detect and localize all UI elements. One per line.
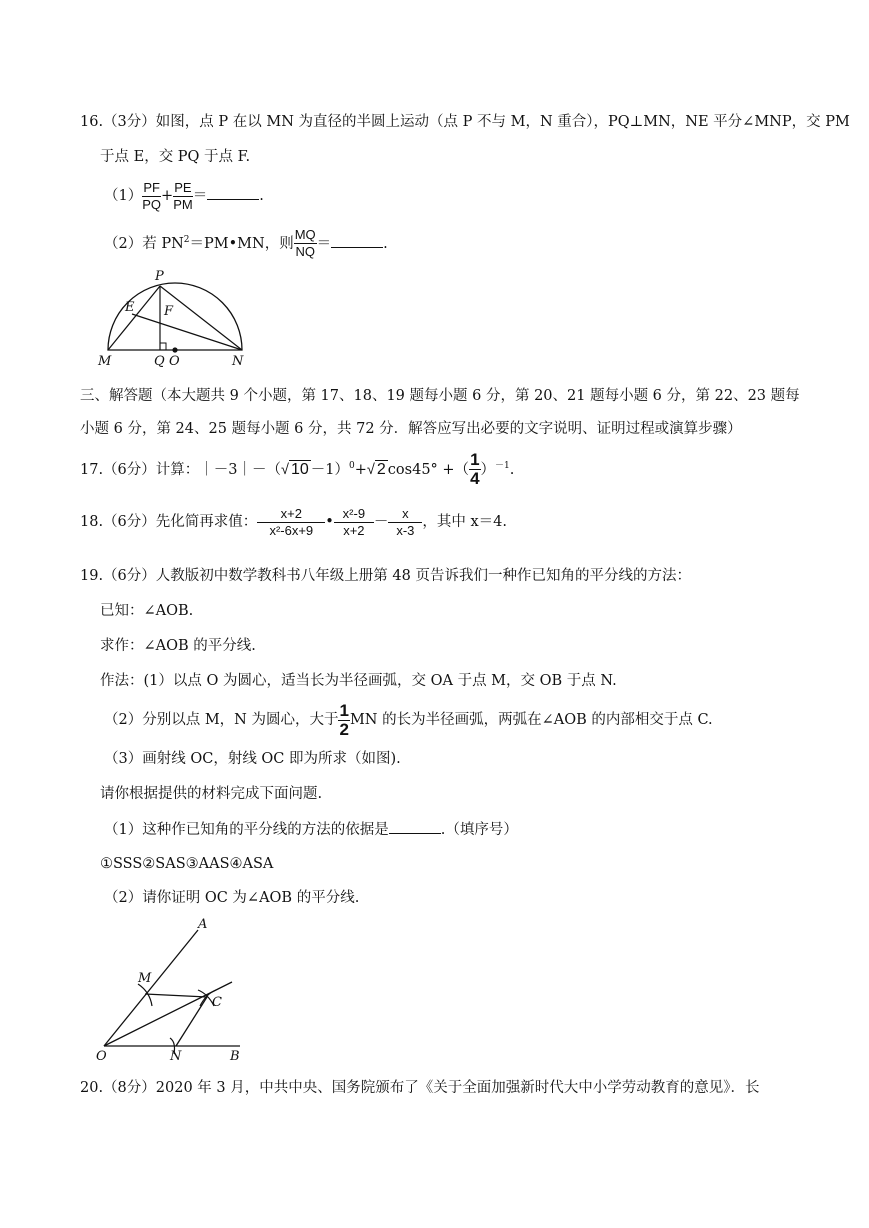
- q16-part2-pre: （2）若 PN: [104, 235, 184, 252]
- fraction-mq-nq: [294, 227, 317, 260]
- dot-sign: •: [325, 514, 334, 530]
- fraction-pe-pm: [173, 180, 193, 213]
- q19-step2-post: MN 的长为半径画弧，两弧在∠AOB 的内部相交于点 C.: [349, 712, 713, 728]
- section3-heading-line1: 三、解答题（本大题共 9 个小题，第 17、18、19 题每小题 6 分，第 20、21 题每小题 6 分，第 22、23 题每: [80, 388, 800, 404]
- fraction-b: [334, 506, 374, 539]
- sqrt-2: 2: [376, 460, 386, 478]
- right-angle-mark: [160, 343, 166, 350]
- segment-mc: [145, 994, 207, 997]
- period: .: [509, 461, 515, 478]
- q19-step2: [104, 700, 713, 740]
- period: .: [259, 188, 264, 204]
- answer-blank: [331, 233, 383, 248]
- fraction-denominator: PM: [173, 196, 193, 212]
- segment-ne: [132, 314, 242, 350]
- segment-nc: [176, 997, 207, 1046]
- q17: [80, 446, 514, 490]
- label-m: M: [138, 971, 152, 986]
- q16-part2-mid: ＝PM•MN，则: [189, 235, 294, 252]
- label-q: Q: [154, 354, 165, 369]
- q16-part1: [104, 176, 264, 216]
- fraction-numerator: x+2: [257, 506, 325, 523]
- q19-ask2: 请你根据提供的材料完成下面问题.: [100, 786, 323, 802]
- q18-post: ，其中 x＝4.: [422, 514, 507, 530]
- q20-head: 20.（8分）2020 年 3 月，中共中央、国务院颁布了《关于全面加强新时代大中小学劳动教育的意见》．长: [80, 1080, 760, 1096]
- ray-oa: [104, 930, 198, 1046]
- fraction-denominator: 2: [339, 719, 349, 739]
- label-f: F: [164, 304, 174, 319]
- q19-sub1-post: .（填序号）: [440, 822, 518, 838]
- q19-step2-pre: （2）分别以点 M，N 为圆心，大于: [104, 712, 339, 728]
- fraction-numerator: PE: [174, 179, 192, 195]
- answer-blank: [389, 819, 441, 834]
- q19-step3: （3）画射线 OC，射线 OC 即为所求（如图).: [104, 751, 401, 767]
- period: .: [383, 235, 388, 252]
- superscript: 2: [183, 235, 190, 245]
- label-c: C: [212, 995, 222, 1010]
- q17-close: ）: [480, 461, 496, 478]
- q18-pre: 18.（6分）先化简再求值：: [80, 514, 258, 530]
- fraction-a: [257, 506, 325, 539]
- label-e: E: [125, 300, 135, 315]
- fraction-denominator: 4: [470, 469, 480, 489]
- fraction-numerator: PF: [143, 179, 160, 195]
- fraction-numerator: 1: [470, 450, 480, 470]
- q19-ask: 求作：∠AOB 的平分线.: [100, 638, 256, 654]
- plus-sign: +: [354, 461, 367, 478]
- superscript-0: 0: [349, 461, 355, 471]
- label-n: N: [232, 354, 244, 369]
- q18: [80, 500, 507, 544]
- section3-heading-line2: 小题 6 分，第 24、25 题每小题 6 分，共 72 分．解答应写出必要的文字说明、证明过程或演算步骤）: [80, 421, 742, 437]
- label-b: B: [230, 1049, 240, 1064]
- label-o: O: [96, 1049, 107, 1064]
- fraction-denominator: NQ: [295, 244, 315, 260]
- fraction-denominator: x-3: [396, 522, 415, 538]
- fraction-numerator: MQ: [294, 227, 316, 243]
- label-a: A: [198, 917, 208, 932]
- fraction-denominator: PQ: [142, 196, 162, 212]
- equals-sign: ＝: [316, 235, 332, 252]
- fraction-one-half: [338, 702, 349, 739]
- q17-minus1: －1）: [310, 461, 350, 478]
- q19-sub2: （2）请你证明 OC 为∠AOB 的平分线.: [104, 890, 360, 906]
- q16-text-line2: 于点 E，交 PQ 于点 F.: [100, 149, 251, 165]
- sqrt-sign: √: [281, 461, 289, 478]
- q19-head: 19.（6分）人教版初中数学教科书八年级上册第 48 页告诉我们一种作已知角的平分线的方法：: [80, 568, 691, 584]
- fraction-one-quarter: [469, 451, 480, 488]
- fraction-numerator: x²-9: [334, 506, 374, 523]
- q16-part2: [104, 220, 388, 264]
- sqrt-sign: √: [366, 461, 375, 478]
- q17-abs: ｜－3｜－（: [199, 461, 282, 478]
- equals-sign: ＝: [192, 188, 208, 204]
- label-n: N: [170, 1049, 182, 1064]
- fraction-denominator: x²-6x+9: [269, 522, 314, 538]
- minus-sign: －: [373, 514, 389, 530]
- semicircle-figure: [90, 264, 260, 370]
- center-point: [172, 347, 177, 352]
- label-p: P: [155, 269, 164, 284]
- label-o: O: [169, 354, 180, 369]
- q19-sub1-pre: （1）这种作已知角的平分线的方法的依据是: [104, 822, 389, 838]
- plus-sign: +: [161, 188, 174, 204]
- angle-bisector-figure: [90, 914, 270, 1064]
- fraction-denominator: x+2: [343, 522, 365, 538]
- superscript-minus1: －1: [495, 461, 510, 471]
- answer-blank: [207, 185, 259, 200]
- q16-text-line1: 16.（3分）如图，点 P 在以 MN 为直径的半圆上运动（点 P 不与 M，N 重合），PQ⊥MN，NE 平分∠MNP，交 PM: [80, 114, 850, 130]
- q19-step1: 作法：(1）以点 O 为圆心，适当长为半径画弧，交 OA 于点 M，交 OB 于点 N.: [100, 673, 617, 689]
- q19-options: ①SSS②SAS③AAS④ASA: [100, 856, 274, 872]
- label-m: M: [98, 354, 112, 369]
- semicircle: [108, 283, 242, 350]
- q17-cos: cos45° +（: [387, 461, 470, 478]
- q19-known: 已知：∠AOB.: [100, 603, 194, 619]
- fraction-c: [388, 506, 422, 539]
- q19-sub1: [104, 819, 518, 840]
- sqrt-10: 10: [291, 460, 309, 478]
- fraction-pf-pq: [142, 180, 161, 213]
- fraction-numerator: x: [388, 506, 422, 523]
- q17-pre: 17.（6分）计算：: [80, 461, 200, 478]
- fraction-numerator: 1: [339, 700, 349, 720]
- q16-part1-label: （1）: [104, 188, 143, 204]
